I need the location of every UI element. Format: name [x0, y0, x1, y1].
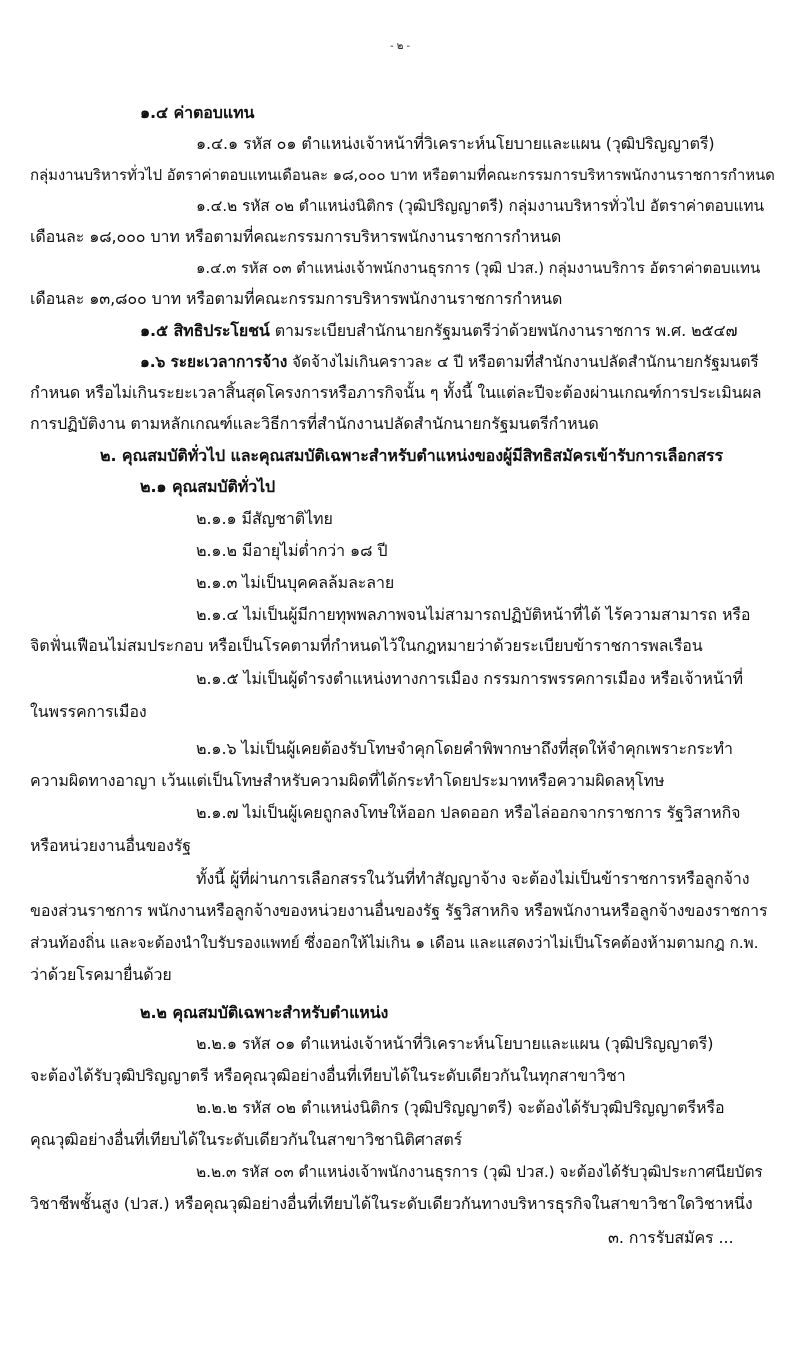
- item-2-2-1-line-2: จะต้องได้รับวุฒิปริญญาตรี หรือคุณวุฒิอย่างอื่นที่เทียบได้ในระดับเดียวกันในทุกสาขาวิชา: [30, 1066, 626, 1085]
- note-line-3: ส่วนท้องถิ่น และจะต้องนำใบรับรองแพทย์ ซึ่งออกให้ไม่เกิน ๑ เดือน และแสดงว่าไม่เป็นโรคต้องห้ามตามกฎ ก.พ.: [30, 934, 759, 952]
- item-2-1-7-line-1: ๒.๑.๗ ไม่เป็นผู้เคยถูกลงโทษให้ออก ปลดออก หรือไล่ออกจากราชการ รัฐวิสาหกิจ: [196, 803, 741, 822]
- section-1-6-label: ๑.๖ ระยะเวลาการจ้าง: [140, 353, 288, 371]
- item-2-1-3: ๒.๑.๓ ไม่เป็นบุคคลล้มละลาย: [196, 573, 395, 592]
- item-2-1-1: ๒.๑.๑ มีสัญชาติไทย: [196, 509, 333, 528]
- section-1-6: [140, 349, 759, 375]
- section-1-4-heading: ๑.๔ ค่าตอบแทน: [140, 103, 255, 122]
- item-2-1-5-line-1: ๒.๑.๕ ไม่เป็นผู้ดำรงตำแหน่งทางการเมือง กรรมการพรรคการเมือง หรือเจ้าหน้าที่: [196, 669, 744, 688]
- section-1-6-text: จัดจ้างไม่เกินคราวละ ๔ ปี หรือตามที่สำนักงานปลัดสำนักนายกรัฐมนตรี: [287, 353, 759, 371]
- section-2-2-heading: ๒.๒ คุณสมบัติเฉพาะสำหรับตำแหน่ง: [140, 1003, 389, 1022]
- section-1-5: [140, 318, 737, 344]
- item-1-4-3-line-2: เดือนละ ๑๓,๘๐๐ บาท หรือตามที่คณะกรรมการบริหารพนักงานราชการกำหนด: [30, 289, 563, 308]
- item-2-2-1-line-1: ๒.๒.๑ รหัส ๐๑ ตำแหน่งเจ้าหน้าที่วิเคราะห์นโยบายและแผน (วุฒิปริญญาตรี): [196, 1034, 714, 1053]
- item-1-4-1-line-2: กลุ่มงานบริหารทั่วไป อัตราค่าตอบแทนเดือนละ ๑๘,๐๐๐ บาท หรือตามที่คณะกรรมการบริหารพนักงานราชการกำหนด: [30, 166, 775, 184]
- item-2-1-4-line-1: ๒.๑.๔ ไม่เป็นผู้มีกายทุพพลภาพจนไม่สามารถปฏิบัติหน้าที่ได้ ไร้ความสามารถ หรือ: [196, 605, 751, 624]
- item-2-1-7-line-2: หรือหน่วยงานอื่นของรัฐ: [30, 836, 191, 855]
- item-2-2-3-line-2: วิชาชีพชั้นสูง (ปวส.) หรือคุณวุฒิอย่างอื่นที่เทียบได้ในระดับเดียวกันทางบริหารธุรกิจในสาขาวิชาใดวิชาหนึ่ง: [30, 1194, 753, 1213]
- item-2-2-2-line-2: คุณวุฒิอย่างอื่นที่เทียบได้ในระดับเดียวกันในสาขาวิชานิติศาสตร์: [30, 1130, 463, 1149]
- note-line-4: ว่าด้วยโรคมายื่นด้วย: [30, 965, 172, 984]
- item-1-4-1-line-1: ๑.๔.๑ รหัส ๐๑ ตำแหน่งเจ้าหน้าที่วิเคราะห์นโยบายและแผน (วุฒิปริญญาตรี): [196, 134, 715, 153]
- item-2-2-2-line-1: ๒.๒.๒ รหัส ๐๒ ตำแหน่งนิติกร (วุฒิปริญญาตรี) จะต้องได้รับวุฒิปริญญาตรีหรือ: [196, 1098, 725, 1117]
- continuation-marker: ๓. การรับสมัคร ...: [608, 1228, 734, 1247]
- section-1-5-text: ตามระเบียบสำนักนายกรัฐมนตรีว่าด้วยพนักงานราชการ พ.ศ. ๒๕๔๗: [269, 321, 738, 340]
- section-1-6-line-2: กำหนด หรือไม่เกินระยะเวลาสิ้นสุดโครงการหรือภารกิจนั้น ๆ ทั้งนี้ ในแต่ละปีจะต้องผ่านเกณฑ์การประเมินผล: [30, 383, 762, 402]
- item-2-1-2: ๒.๑.๒ มีอายุไม่ต่ำกว่า ๑๘ ปี: [196, 541, 388, 560]
- item-2-2-3-line-1: ๒.๒.๓ รหัส ๐๓ ตำแหน่งเจ้าพนักงานธุรการ (วุฒิ ปวส.) จะต้องได้รับวุฒิประกาศนียบัตร: [196, 1163, 763, 1181]
- item-1-4-3-line-1: ๑.๔.๓ รหัส ๐๓ ตำแหน่งเจ้าพนักงานธุรการ (วุฒิ ปวส.) กลุ่มงานบริการ อัตราค่าตอบแทน: [196, 259, 761, 277]
- item-2-1-5-line-2: ในพรรคการเมือง: [30, 702, 147, 721]
- page-number: - ๒ -: [390, 41, 410, 52]
- item-2-1-6-line-2: ความผิดทางอาญา เว้นแต่เป็นโทษสำหรับความผิดที่ได้กระทำโดยประมาทหรือความผิดลหุโทษ: [30, 771, 665, 790]
- note-line-2: ของส่วนราชการ พนักงานหรือลูกจ้างของหน่วยงานอื่นของรัฐ รัฐวิสาหกิจ หรือพนักงานหรือลูกจ้างของราชการ: [30, 901, 768, 920]
- section-1-6-line-3: การปฏิบัติงาน ตามหลักเกณฑ์และวิธีการที่สำนักงานปลัดสำนักนายกรัฐมนตรีกำหนด: [30, 414, 599, 433]
- section-1-5-label: ๑.๕ สิทธิประโยชน์: [140, 321, 270, 340]
- item-2-1-4-line-2: จิตฟั่นเฟือนไม่สมประกอบ หรือเป็นโรคตามที่กำหนดไว้ในกฎหมายว่าด้วยระเบียบข้าราชการพลเรือน: [30, 636, 703, 655]
- item-1-4-2-line-1: ๑.๔.๒ รหัส ๐๒ ตำแหน่งนิติกร (วุฒิปริญญาตรี) กลุ่มงานบริหารทั่วไป อัตราค่าตอบแทน: [196, 197, 764, 215]
- item-2-1-6-line-1: ๒.๑.๖ ไม่เป็นผู้เคยต้องรับโทษจำคุกโดยคำพิพากษาถึงที่สุดให้จำคุกเพราะกระทำ: [196, 739, 733, 758]
- section-2-1-heading: ๒.๑ คุณสมบัติทั่วไป: [140, 477, 276, 496]
- note-line-1: ทั้งนี้ ผู้ที่ผ่านการเลือกสรรในวันที่ทำสัญญาจ้าง จะต้องไม่เป็นข้าราชการหรือลูกจ้าง: [196, 869, 750, 888]
- section-2-heading: ๒. คุณสมบัติทั่วไป และคุณสมบัติเฉพาะสำหรับตำแหน่งของผู้มีสิทธิสมัครเข้ารับการเลือกสรร: [100, 446, 724, 465]
- item-1-4-2-line-2: เดือนละ ๑๘,๐๐๐ บาท หรือตามที่คณะกรรมการบริหารพนักงานราชการกำหนด: [30, 227, 562, 246]
